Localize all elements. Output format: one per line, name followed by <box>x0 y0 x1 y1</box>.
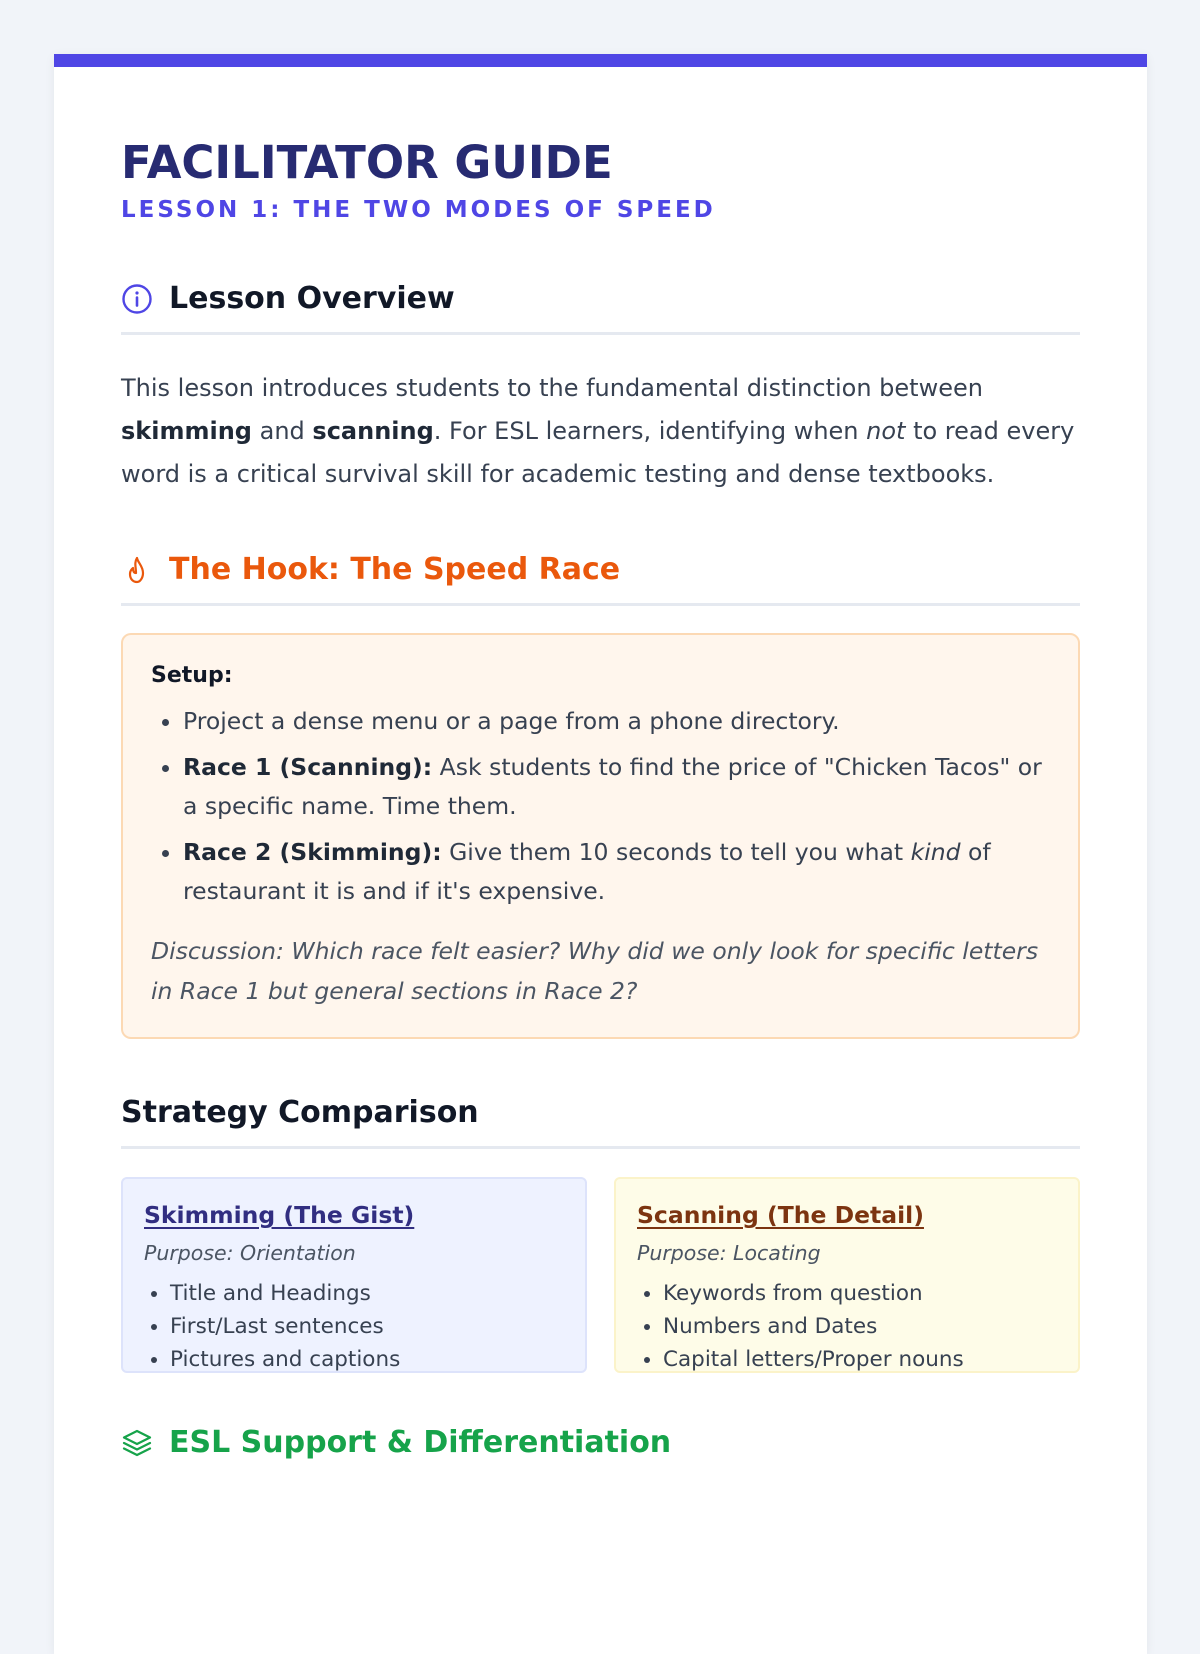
scanning-title: Scanning (The Detail) <box>637 1201 924 1229</box>
scanning-list <box>637 1277 1058 1376</box>
scanning-purpose: Purpose: Locating <box>637 1241 821 1265</box>
hook-activity-box <box>121 633 1080 1039</box>
skimming-title: Skimming (The Gist) <box>144 1201 415 1229</box>
strategy-heading: Strategy Comparison <box>121 1095 479 1130</box>
list-item: • Numbers and Dates <box>663 1310 1058 1343</box>
hook-step-text: of restaurant it is and if it's expensive. <box>183 838 991 905</box>
overview-bold-scanning: scanning <box>312 417 434 445</box>
list-item <box>183 833 1050 911</box>
hook-step-label: Race 1 (Scanning): <box>183 753 433 781</box>
esl-heading: ESL Support & Differentiation <box>169 1425 672 1460</box>
list-item: • First/Last sentences <box>170 1310 565 1343</box>
accent-top-bar <box>54 54 1147 67</box>
skimming-list <box>144 1277 565 1376</box>
overview-text-3: . For ESL learners, identifying when <box>433 417 867 445</box>
list-item: • Title and Headings <box>170 1277 565 1310</box>
overview-paragraph <box>121 367 1080 496</box>
hook-step-label: Race 2 (Skimming): <box>183 838 442 866</box>
hook-step-text: Give them 10 seconds to tell you what <box>441 838 911 866</box>
overview-section-header <box>121 281 1080 335</box>
page-title: FACILITATOR GUIDE <box>121 136 613 189</box>
skimming-purpose: Purpose: Orientation <box>144 1241 356 1265</box>
overview-text-1: This lesson introduces students to the fundamental distinction between <box>121 374 983 402</box>
hook-step-text: Project a dense menu or a page from a phone directory. <box>183 707 840 735</box>
info-circle-icon <box>121 282 155 316</box>
overview-text-4: to read every word is a critical survival skill for academic testing and dense textbooks. <box>121 417 1075 488</box>
overview-bold-skimming: skimming <box>121 417 252 445</box>
discussion-prompt: Discussion: Which race felt easier? Why did we only look for specific letters in Race 1 but general sections in Race 2? <box>151 937 1039 1005</box>
hook-heading: The Hook: The Speed Race <box>169 552 621 587</box>
flame-icon <box>121 553 155 587</box>
list-item: • Pictures and captions <box>170 1343 565 1376</box>
hook-steps-list <box>151 702 1050 911</box>
guide-page <box>54 54 1147 1654</box>
strategy-comparison-grid <box>121 1177 1080 1373</box>
scanning-card <box>614 1177 1080 1373</box>
hook-section-header <box>121 552 1080 606</box>
guide-content <box>54 137 1147 1476</box>
page-subtitle: LESSON 1: THE TWO MODES OF SPEED <box>121 197 716 223</box>
setup-label: Setup: <box>151 663 233 688</box>
overview-text-2: and <box>251 417 313 445</box>
esl-section-header <box>121 1425 1080 1476</box>
hook-step-text: Ask students to find the price of "Chicken Tacos" or a specific name. Time them. <box>183 753 1042 820</box>
overview-heading: Lesson Overview <box>169 281 455 316</box>
strategy-section-header <box>121 1095 1080 1149</box>
layers-icon <box>121 1426 155 1460</box>
overview-italic-not: not <box>866 417 906 445</box>
list-item: • Capital letters/Proper nouns <box>663 1343 1058 1376</box>
list-item <box>183 748 1050 826</box>
list-item: • Keywords from question <box>663 1277 1058 1310</box>
skimming-card <box>121 1177 587 1373</box>
hook-step-italic: kind <box>910 838 961 866</box>
list-item <box>183 702 1050 741</box>
